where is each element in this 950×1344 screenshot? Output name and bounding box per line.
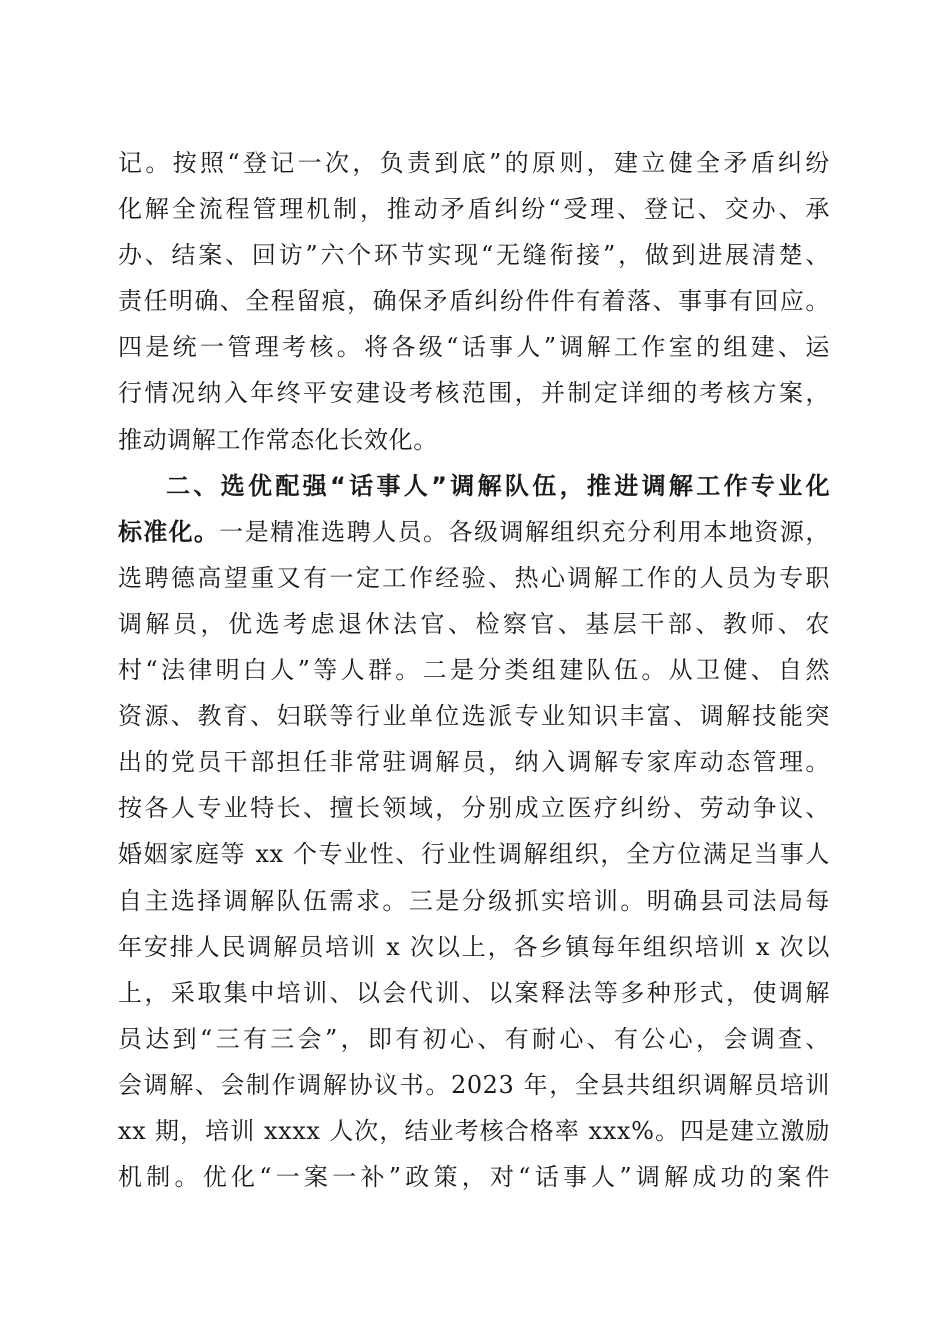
text-line: 推动调解工作常态化长效化。 xyxy=(118,425,438,454)
text-line: 机制。优化“一案一补”政策，对“话事人”调解成功的案件 xyxy=(118,1163,830,1192)
text-line: 年安排人民调解员培训 x 次以上，各乡镇每年组织培训 x 次以 xyxy=(118,932,830,961)
paragraph-2 xyxy=(118,463,830,1201)
text-line: 记。按照“登记一次，负责到底”的原则，建立健全矛盾纠纷 xyxy=(118,149,830,177)
text-line: 会调解、会制作调解协议书。2023 年，全县共组织调解员培训 xyxy=(118,1070,830,1099)
text-line: 出的党员干部担任非常驻调解员，纳入调解专家库动态管理。 xyxy=(118,748,830,777)
section-heading-continuation: 标准化。 xyxy=(118,517,220,546)
section-heading: 二、选优配强“话事人”调解队伍，推进调解工作专业化 xyxy=(166,471,830,500)
text-line: 行情况纳入年终平安建设考核范围，并制定详细的考核方案， xyxy=(118,379,830,408)
text-line: 四是统一管理考核。将各级“话事人”调解工作室的组建、运 xyxy=(118,333,830,362)
text-line xyxy=(118,509,830,555)
document-body xyxy=(118,140,830,1200)
text-line: 村“法律明白人”等人群。二是分类组建队伍。从卫健、自然 xyxy=(118,656,830,685)
text-line: 选聘德高望重又有一定工作经验、热心调解工作的人员为专职 xyxy=(118,563,830,592)
text-line: 责任明确、全程留痕，确保矛盾纠纷件件有着落、事事有回应。 xyxy=(118,287,830,316)
text-line-rest: 一是精准选聘人员。各级调解组织充分利用本地资源， xyxy=(219,517,830,546)
text-line: xx 期，培训 xxxx 人次，结业考核合格率 xxx%。四是建立激励 xyxy=(118,1116,830,1145)
text-line: 资源、教育、妇联等行业单位选派专业知识丰富、调解技能突 xyxy=(118,702,830,731)
text-line: 化解全流程管理机制，推动矛盾纠纷“受理、登记、交办、承 xyxy=(118,195,830,224)
text-line: 婚姻家庭等 xx 个专业性、行业性调解组织，全方位满足当事人 xyxy=(118,840,830,869)
text-line: 自主选择调解队伍需求。三是分级抓实培训。明确县司法局每 xyxy=(118,886,830,915)
paragraph-1 xyxy=(118,140,830,463)
text-line: 上，采取集中培训、以会代训、以案释法等多种形式，使调解 xyxy=(118,978,830,1007)
text-line: 调解员，优选考虑退休法官、检察官、基层干部、教师、农 xyxy=(118,609,830,638)
text-line: 办、结案、回访”六个环节实现“无缝衔接”，做到进展清楚、 xyxy=(118,241,830,270)
text-line: 员达到“三有三会”，即有初心、有耐心、有公心，会调查、 xyxy=(118,1024,830,1053)
text-line: 按各人专业特长、擅长领域，分别成立医疗纠纷、劳动争议、 xyxy=(118,794,830,823)
